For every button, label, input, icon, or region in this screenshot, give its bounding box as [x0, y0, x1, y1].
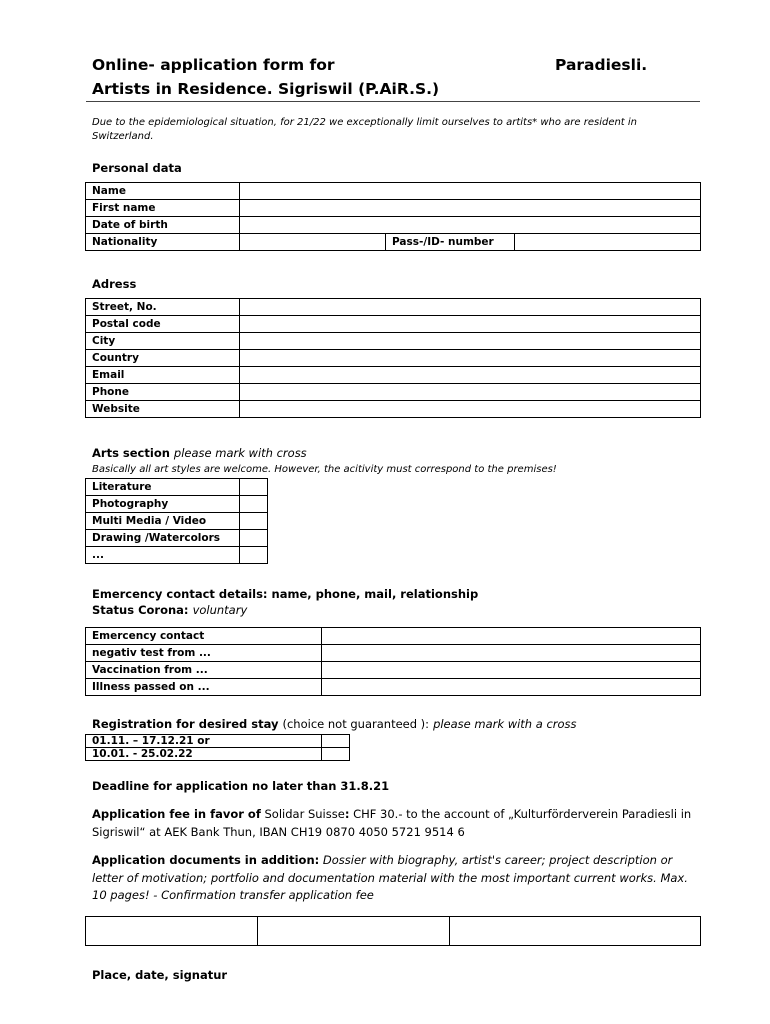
- country-field[interactable]: [240, 350, 701, 367]
- table-row: [86, 384, 701, 401]
- signature-table: [85, 916, 701, 946]
- negative-test-field[interactable]: [322, 645, 701, 662]
- application-documents-paragraph: [92, 852, 702, 905]
- literature-checkbox[interactable]: [240, 479, 268, 496]
- photography-label: Photography: [86, 496, 240, 513]
- period-2-checkbox[interactable]: [322, 748, 350, 761]
- date-of-birth-field[interactable]: [240, 217, 701, 234]
- arts-section-note: Basically all art styles are welcome. However, the acitivity must correspond to the premises!: [92, 464, 557, 475]
- table-row: [86, 299, 701, 316]
- date-of-birth-label: Date of birth: [86, 217, 240, 234]
- pass-id-field[interactable]: [515, 234, 701, 251]
- table-row: [86, 401, 701, 418]
- organization-name: Paradiesli.: [555, 56, 648, 74]
- arts-section-heading: [92, 445, 307, 461]
- place-field[interactable]: [86, 917, 258, 946]
- table-row: [86, 748, 350, 761]
- address-heading: Adress: [92, 277, 137, 291]
- period-1-label: 01.11. – 17.12.21 or: [86, 735, 322, 748]
- drawing-checkbox[interactable]: [240, 530, 268, 547]
- city-field[interactable]: [240, 333, 701, 350]
- email-label: Email: [86, 367, 240, 384]
- arts-section-hint: please mark with cross: [173, 446, 307, 460]
- application-fee-paragraph: [92, 806, 702, 841]
- corona-status-heading: [92, 602, 247, 618]
- date-field[interactable]: [258, 917, 450, 946]
- emergency-contact-field[interactable]: [322, 628, 701, 645]
- address-table: [85, 298, 701, 418]
- table-row: [86, 513, 268, 530]
- city-label: City: [86, 333, 240, 350]
- deadline-text: Deadline for application no later than 31.8.21: [92, 779, 390, 793]
- pass-id-label: Pass-/ID- number: [386, 234, 515, 251]
- table-row: [86, 367, 701, 384]
- arts-table: [85, 478, 268, 564]
- registration-hint: please mark with a cross: [433, 717, 577, 731]
- registration-table: [85, 734, 350, 761]
- illness-field[interactable]: [322, 679, 701, 696]
- multimedia-checkbox[interactable]: [240, 513, 268, 530]
- signature-field[interactable]: [450, 917, 701, 946]
- table-row: [86, 547, 268, 564]
- table-row: [86, 496, 268, 513]
- table-row: [86, 200, 701, 217]
- vaccination-field[interactable]: [322, 662, 701, 679]
- street-label: Street, No.: [86, 299, 240, 316]
- registration-title: Registration for desired stay: [92, 717, 279, 731]
- phone-label: Phone: [86, 384, 240, 401]
- table-row: [86, 679, 701, 696]
- country-label: Country: [86, 350, 240, 367]
- table-row: [86, 316, 701, 333]
- drawing-label: Drawing /Watercolors: [86, 530, 240, 547]
- personal-data-heading: Personal data: [92, 161, 182, 175]
- nationality-label: Nationality: [86, 234, 240, 251]
- table-row: [86, 350, 701, 367]
- table-row: [86, 217, 701, 234]
- other-label: ...: [86, 547, 240, 564]
- postal-code-label: Postal code: [86, 316, 240, 333]
- negative-test-label: negativ test from ...: [86, 645, 322, 662]
- fee-organization: Solidar Suisse: [264, 807, 345, 821]
- fee-colon: :: [344, 807, 350, 821]
- table-row: [86, 234, 701, 251]
- street-field[interactable]: [240, 299, 701, 316]
- table-row: [86, 628, 701, 645]
- illness-label: Illness passed on ...: [86, 679, 322, 696]
- first-name-field[interactable]: [240, 200, 701, 217]
- table-row: [86, 662, 701, 679]
- emergency-table: [85, 627, 701, 696]
- other-checkbox[interactable]: [240, 547, 268, 564]
- registration-note: (choice not guaranteed ):: [282, 717, 430, 731]
- form-title-line-2: Artists in Residence. Sigriswil (P.AiR.S.): [92, 80, 440, 98]
- form-title-line-1: Online- application form for: [92, 56, 335, 74]
- name-field[interactable]: [240, 183, 701, 200]
- table-row: [86, 479, 268, 496]
- table-row: [86, 183, 701, 200]
- literature-label: Literature: [86, 479, 240, 496]
- website-label: Website: [86, 401, 240, 418]
- intro-note: Due to the epidemiological situation, for 21/22 we exceptionally limit ourselves to artits* who are resident in Switzerland.: [92, 117, 638, 142]
- first-name-label: First name: [86, 200, 240, 217]
- photography-checkbox[interactable]: [240, 496, 268, 513]
- arts-section-title: Arts section: [92, 446, 170, 460]
- corona-status-label: Status Corona:: [92, 603, 189, 617]
- signature-label: Place, date, signatur: [92, 968, 228, 982]
- documents-details: Dossier with biography, artist's career; project description or letter of motivation; portfolio and documentation material with the most important current works. Max. 10 pages! - Confirmation transfer application fee: [92, 853, 688, 902]
- table-row: [86, 735, 350, 748]
- table-row: [86, 333, 701, 350]
- name-label: Name: [86, 183, 240, 200]
- phone-field[interactable]: [240, 384, 701, 401]
- corona-status-hint: voluntary: [192, 603, 248, 617]
- table-row: [86, 530, 268, 547]
- emergency-contact-label: Emercency contact: [86, 628, 322, 645]
- documents-label: Application documents in addition:: [92, 853, 320, 867]
- emergency-contact-heading: Emercency contact details: name, phone, mail, relationship: [92, 587, 479, 601]
- website-field[interactable]: [240, 401, 701, 418]
- nationality-field[interactable]: [240, 234, 386, 251]
- table-row: [86, 645, 701, 662]
- personal-data-table: [85, 182, 701, 251]
- table-row: [86, 917, 701, 946]
- fee-details: CHF 30.- to the account of „Kulturförderverein Paradiesli in Sigriswil“ at AEK Bank Thun, IBAN CH19 0870 4050 5721 9514 6: [92, 807, 692, 839]
- vaccination-label: Vaccination from ...: [86, 662, 322, 679]
- period-2-label: 10.01. - 25.02.22: [86, 748, 322, 761]
- period-1-checkbox[interactable]: [322, 735, 350, 748]
- fee-label: Application fee in favor of: [92, 807, 261, 821]
- email-field[interactable]: [240, 367, 701, 384]
- registration-heading: [92, 716, 577, 732]
- title-divider: [86, 101, 700, 102]
- multimedia-label: Multi Media / Video: [86, 513, 240, 530]
- postal-code-field[interactable]: [240, 316, 701, 333]
